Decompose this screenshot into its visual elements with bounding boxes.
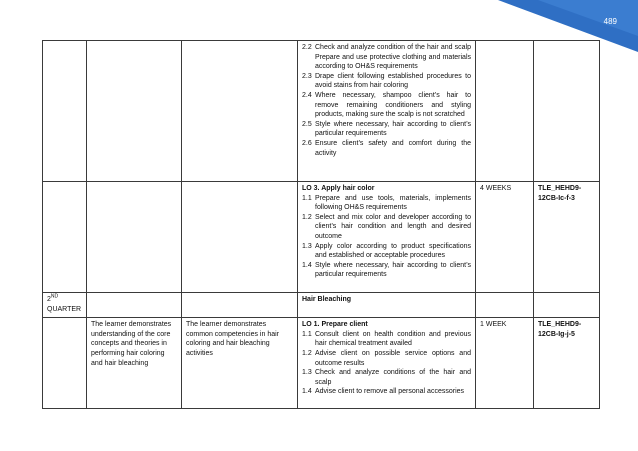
item-number: 2.4	[302, 91, 312, 99]
competency-item	[302, 387, 471, 397]
learning-area-cell	[43, 41, 87, 182]
duration-cell: 1 WEEK	[476, 318, 534, 409]
table-row	[43, 41, 600, 182]
page-number: 489	[603, 17, 617, 26]
item-text: Where necessary, shampoo client’s hair to remove remaining conditioners and styling products, making sure the scalp is not scratched	[315, 91, 471, 119]
competency-item	[302, 261, 471, 280]
item-text: Consult client on health condition and previous hair chemical treatment availed	[315, 330, 471, 348]
item-number: 2.6	[302, 139, 312, 147]
item-text: Ensure client’s safety and comfort during the activity	[315, 139, 471, 157]
item-number: 1.4	[302, 388, 312, 396]
quarter-ordinal: 2	[47, 296, 51, 303]
lo-title: LO 3. Apply hair color	[302, 185, 375, 192]
competency-item	[302, 213, 471, 242]
code-cell: TLE_HEHD9-12CB-Ig-j-5	[534, 318, 600, 409]
quarter-cell	[43, 293, 87, 318]
item-text: Check and analyze condition of the hair and scalp Prepare and use protective clothing and materials according to OH&S requirements	[315, 44, 471, 71]
item-number: 2.3	[302, 72, 312, 80]
competency-list	[302, 43, 471, 158]
learning-area-cell	[43, 318, 87, 409]
competency-item	[302, 43, 471, 72]
content-standard-cell: The learner demonstrates understanding of the core concepts and theories in performing hair coloring and hair bleaching	[87, 318, 182, 409]
performance-standard-cell	[182, 41, 298, 182]
item-number: 1.3	[302, 242, 312, 250]
performance-standard-cell: The learner demonstrates common competencies in hair coloring and hair bleaching activities	[182, 318, 298, 409]
item-number: 1.1	[302, 194, 312, 202]
competency-item	[302, 72, 471, 91]
competency-cell	[298, 318, 476, 409]
competency-list	[302, 194, 471, 280]
item-text: Style where necessary, hair according to client’s particular requirements	[315, 261, 471, 279]
performance-standard-cell	[182, 182, 298, 293]
competency-item	[302, 330, 471, 349]
learning-area-cell	[43, 182, 87, 293]
code-cell	[534, 41, 600, 182]
item-number: 2.5	[302, 120, 312, 128]
competency-item	[302, 120, 471, 139]
duration-cell: 4 WEEKS	[476, 182, 534, 293]
quarter-row	[43, 293, 600, 318]
competency-item	[302, 91, 471, 120]
curriculum-table	[42, 40, 600, 409]
competency-item	[302, 194, 471, 213]
item-text: Advise client to remove all personal accessories	[315, 388, 465, 396]
duration-cell	[476, 41, 534, 182]
item-number: 2.2	[302, 44, 312, 51]
code-cell: TLE_HEHD9-12CB-Ic-f-3	[534, 182, 600, 293]
item-text: Style where necessary, hair according to client’s particular requirements	[315, 120, 471, 138]
competency-item	[302, 139, 471, 158]
item-number: 1.2	[302, 213, 312, 221]
competency-cell	[298, 41, 476, 182]
competency-item	[302, 242, 471, 261]
item-text: Prepare and use tools, materials, implements following OH&S requirements	[315, 194, 471, 212]
lo-title: LO 1. Prepare client	[302, 321, 368, 329]
content-standard-cell	[87, 182, 182, 293]
item-text: Select and mix color and developer according to client’s hair condition and length and desired outcome	[315, 213, 471, 240]
table-row	[43, 318, 600, 409]
quarter-ordinal-suffix: ND	[50, 293, 59, 300]
content-standard-cell	[87, 41, 182, 182]
item-text: Drape client following established procedures to avoid stains from hair coloring	[315, 72, 471, 90]
code-cell	[534, 293, 600, 318]
item-number: 1.1	[302, 330, 312, 338]
quarter-label: QUARTER	[47, 305, 82, 313]
competency-item	[302, 368, 471, 387]
item-text: Check and analyze conditions of the hair and scalp	[315, 369, 471, 386]
item-number: 1.3	[302, 369, 312, 377]
item-number: 1.4	[302, 261, 312, 269]
topic-heading: Hair Bleaching	[298, 293, 476, 318]
competency-list	[302, 330, 471, 397]
item-number: 1.2	[302, 349, 312, 357]
performance-standard-cell	[182, 293, 298, 318]
duration-cell	[476, 293, 534, 318]
competency-item	[302, 349, 471, 368]
competency-cell	[298, 182, 476, 293]
item-text: Apply color according to product specifications and established or acceptable procedures	[315, 242, 471, 260]
table-row	[43, 182, 600, 293]
item-text: Advise client on possible service options and outcome results	[315, 349, 471, 367]
content-standard-cell	[87, 293, 182, 318]
